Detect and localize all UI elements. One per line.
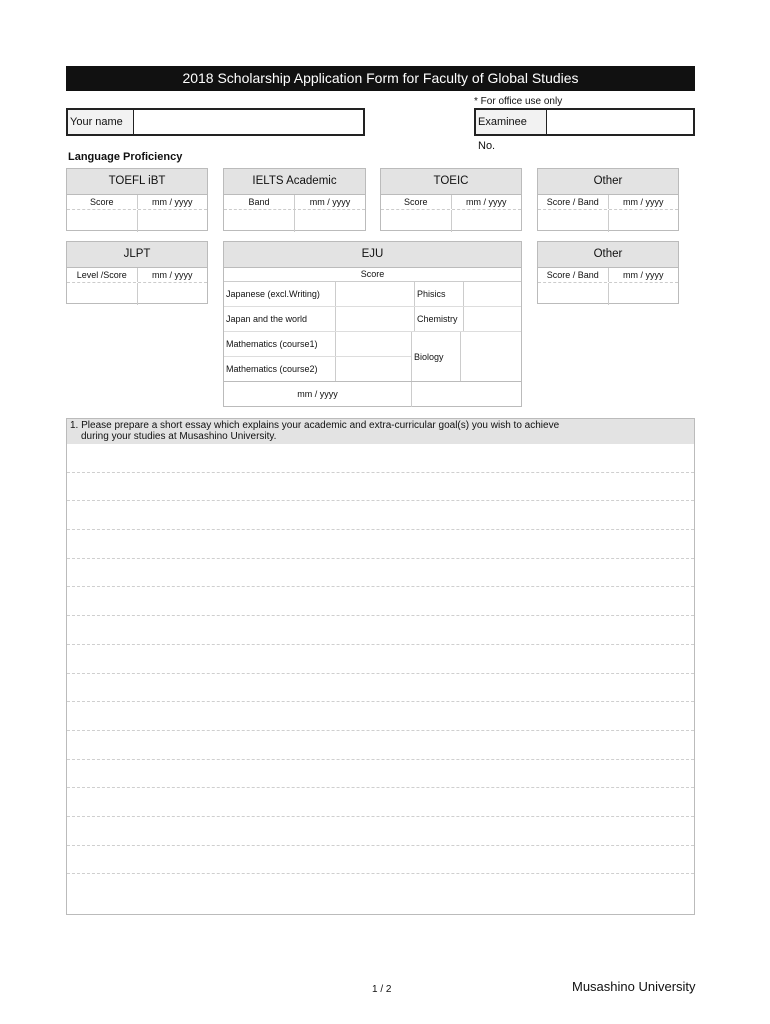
- ielts-title: IELTS Academic: [224, 169, 365, 195]
- toeic-title: TOEIC: [381, 169, 521, 195]
- eju-math2-input[interactable]: [336, 357, 411, 381]
- your-name-label: Your name: [68, 110, 134, 134]
- essay-line[interactable]: [67, 645, 694, 674]
- examinee-number-input[interactable]: [547, 110, 693, 134]
- eju-japan-world-label: Japan and the world: [224, 307, 336, 331]
- toefl-box: [66, 168, 208, 231]
- ielts-subheader: [224, 195, 365, 210]
- examinee-row: [474, 108, 695, 152]
- essay-prompt-line-1: 1. Please prepare a short essay which explains your academic and extra-curricular goal(s) you wish to achieve: [70, 420, 560, 431]
- other-date-input-2[interactable]: [609, 283, 679, 305]
- other-test-title-1: Other: [538, 169, 678, 195]
- other-score-label-1: Score / Band: [538, 195, 609, 209]
- other-date-input-1[interactable]: [609, 210, 679, 232]
- jlpt-title: JLPT: [67, 242, 207, 268]
- jlpt-date-label: mm / yyyy: [152, 270, 193, 280]
- jlpt-inputs: [67, 283, 207, 305]
- jlpt-subheader: [67, 268, 207, 283]
- eju-box: [223, 241, 522, 407]
- office-use-note: * For office use only: [474, 96, 563, 107]
- examinee-label: Examinee No.: [476, 110, 547, 134]
- ielts-band-input[interactable]: [224, 210, 294, 232]
- ielts-box: [223, 168, 366, 231]
- jlpt-box: [66, 241, 208, 304]
- other-test-subheader-2: [538, 268, 678, 283]
- eju-math2-label: Mathematics (course2): [224, 357, 336, 381]
- essay-section: [66, 418, 695, 915]
- toeic-date-label: mm / yyyy: [466, 197, 507, 207]
- other-test-inputs-1: [538, 210, 678, 232]
- other-test-subheader-1: [538, 195, 678, 210]
- eju-japanese-input[interactable]: [336, 282, 414, 306]
- your-name-input[interactable]: [134, 110, 363, 134]
- jlpt-date-input[interactable]: [138, 283, 208, 305]
- eju-japanese-label: Japanese (excl.Writing): [224, 282, 336, 306]
- other-test-inputs-2: [538, 283, 678, 305]
- toefl-title: TOEFL iBT: [67, 169, 207, 195]
- ielts-inputs: [224, 210, 365, 232]
- page-number: 1 / 2: [372, 984, 392, 995]
- form-title: 2018 Scholarship Application Form for Faculty of Global Studies: [66, 66, 695, 91]
- eju-chemistry-input[interactable]: [464, 307, 521, 331]
- toeic-score-label: Score: [381, 195, 452, 209]
- eju-math1-input[interactable]: [336, 332, 411, 356]
- other-test-box-1: [537, 168, 679, 231]
- essay-prompt: [67, 419, 694, 444]
- toeic-subheader: [381, 195, 521, 210]
- toefl-inputs: [67, 210, 207, 232]
- eju-row-math-biology: [224, 332, 521, 382]
- essay-line[interactable]: [67, 788, 694, 817]
- eju-score-label: Score: [224, 267, 521, 282]
- other-score-input-1[interactable]: [538, 210, 608, 232]
- language-proficiency-heading: Language Proficiency: [68, 151, 183, 163]
- jlpt-level-label: Level /Score: [67, 268, 138, 282]
- other-date-label-2: mm / yyyy: [623, 270, 664, 280]
- toeic-inputs: [381, 210, 521, 232]
- essay-line[interactable]: [67, 587, 694, 616]
- other-score-label-2: Score / Band: [538, 268, 609, 282]
- ielts-date-input[interactable]: [295, 210, 365, 232]
- essay-line[interactable]: [67, 559, 694, 588]
- essay-line[interactable]: [67, 473, 694, 502]
- essay-line[interactable]: [67, 702, 694, 731]
- essay-line[interactable]: [67, 817, 694, 846]
- eju-date-label: mm / yyyy: [224, 382, 412, 407]
- eju-row-japanese: [224, 282, 521, 307]
- eju-title: EJU: [224, 242, 521, 268]
- eju-biology-input[interactable]: [461, 332, 521, 381]
- eju-row-japan-world: [224, 307, 521, 332]
- toeic-score-input[interactable]: [381, 210, 451, 232]
- your-name-row: [66, 108, 365, 136]
- essay-prompt-line-2: during your studies at Musashino University.: [81, 431, 277, 442]
- eju-physics-input[interactable]: [464, 282, 521, 306]
- essay-line[interactable]: [67, 874, 694, 902]
- eju-math1-label: Mathematics (course1): [224, 332, 336, 356]
- other-test-box-2: [537, 241, 679, 304]
- eju-biology-label: Biology: [412, 332, 461, 381]
- toefl-score-input[interactable]: [67, 210, 137, 232]
- essay-line[interactable]: [67, 530, 694, 559]
- university-name: Musashino University: [572, 979, 696, 994]
- other-date-label-1: mm / yyyy: [623, 197, 664, 207]
- ielts-date-label: mm / yyyy: [309, 197, 351, 207]
- essay-line[interactable]: [67, 731, 694, 760]
- other-test-title-2: Other: [538, 242, 678, 268]
- essay-line[interactable]: [67, 760, 694, 789]
- essay-line[interactable]: [67, 501, 694, 530]
- eju-chemistry-label: Chemistry: [415, 307, 464, 331]
- eju-japan-world-input[interactable]: [336, 307, 414, 331]
- toefl-date-label: mm / yyyy: [152, 197, 193, 207]
- toefl-score-label: Score: [67, 195, 138, 209]
- other-score-input-2[interactable]: [538, 283, 608, 305]
- toefl-subheader: [67, 195, 207, 210]
- eju-date-input[interactable]: [412, 382, 521, 407]
- essay-line[interactable]: [67, 846, 694, 875]
- essay-writing-area[interactable]: [67, 444, 694, 902]
- toeic-box: [380, 168, 522, 231]
- toeic-date-input[interactable]: [452, 210, 522, 232]
- jlpt-level-input[interactable]: [67, 283, 137, 305]
- essay-line[interactable]: [67, 444, 694, 473]
- essay-line[interactable]: [67, 616, 694, 645]
- essay-line[interactable]: [67, 674, 694, 703]
- ielts-band-label: Band: [224, 195, 295, 209]
- toefl-date-input[interactable]: [138, 210, 208, 232]
- eju-physics-label: Phisics: [415, 282, 464, 306]
